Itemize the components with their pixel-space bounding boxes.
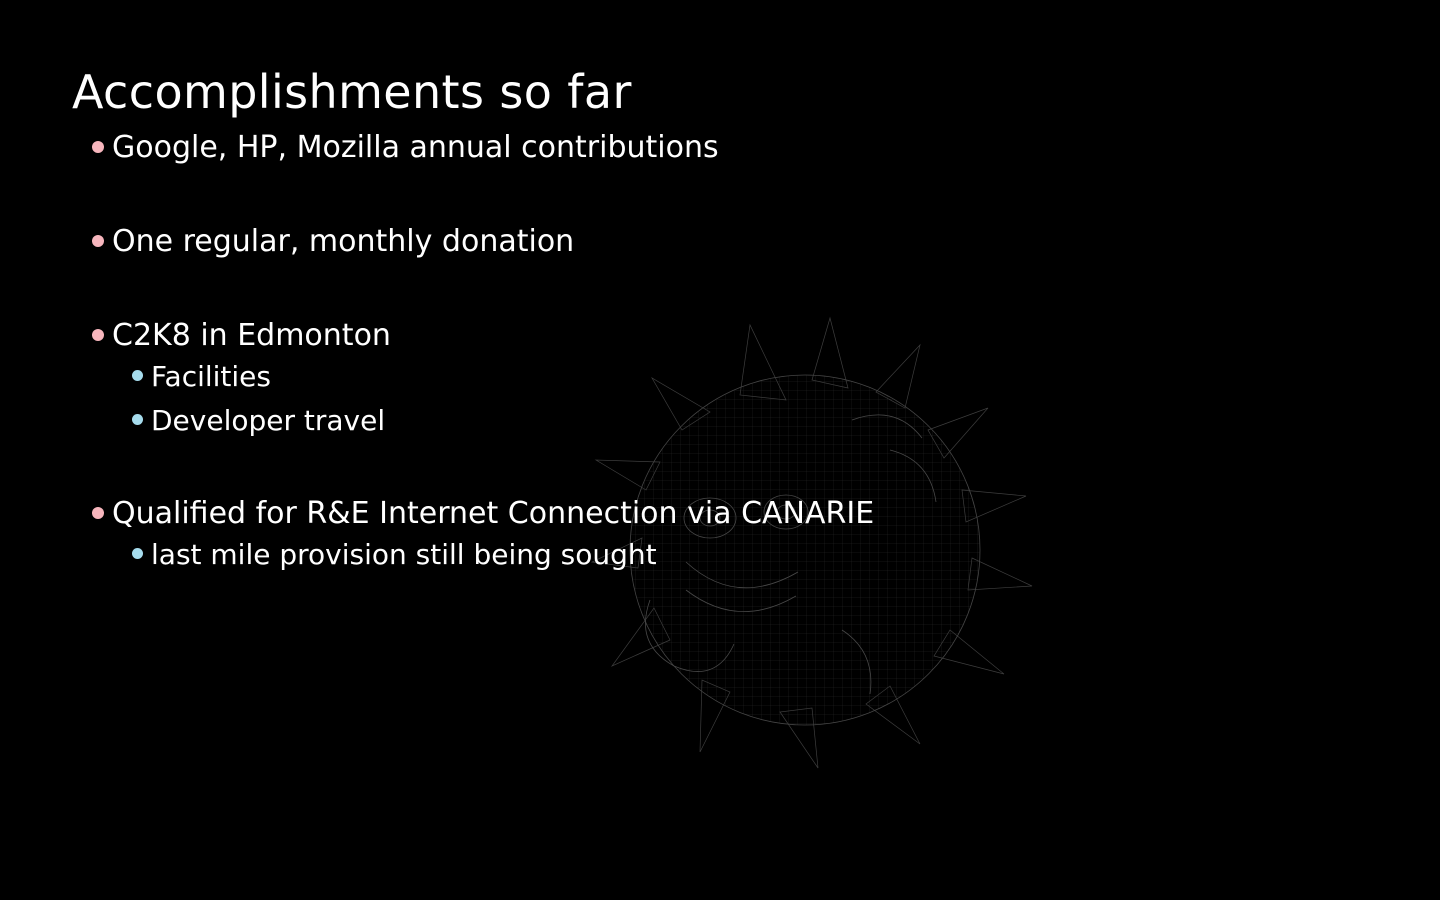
list-item-label: C2K8 in Edmonton bbox=[112, 318, 391, 353]
list-item bbox=[92, 128, 1092, 168]
list-item-label: Facilities bbox=[151, 360, 271, 393]
list-item-label: One regular, monthly donation bbox=[112, 224, 575, 259]
bullet-dot-icon bbox=[132, 370, 143, 381]
bullet-dot-icon bbox=[132, 414, 143, 425]
page-title: Accomplishments so far bbox=[72, 64, 632, 119]
list-item-label: Google, HP, Mozilla annual contributions bbox=[112, 130, 719, 165]
bullet-dot-icon bbox=[92, 329, 104, 341]
bullet-dot-icon bbox=[132, 548, 143, 559]
list-item bbox=[92, 222, 1092, 262]
bullet-dot-icon bbox=[92, 235, 104, 247]
list-item-label: last mile provision still being sought bbox=[151, 538, 657, 571]
bullet-dot-icon bbox=[92, 141, 104, 153]
list-item bbox=[92, 494, 1092, 534]
list-item bbox=[132, 358, 1092, 396]
list-item bbox=[92, 316, 1092, 356]
bullet-list bbox=[92, 128, 1092, 574]
bullet-dot-icon bbox=[92, 507, 104, 519]
list-item-label: Qualified for R&E Internet Connection via CANARIE bbox=[112, 496, 875, 531]
list-item-label: Developer travel bbox=[151, 404, 386, 437]
list-item bbox=[132, 536, 1092, 574]
list-item bbox=[132, 402, 1092, 440]
